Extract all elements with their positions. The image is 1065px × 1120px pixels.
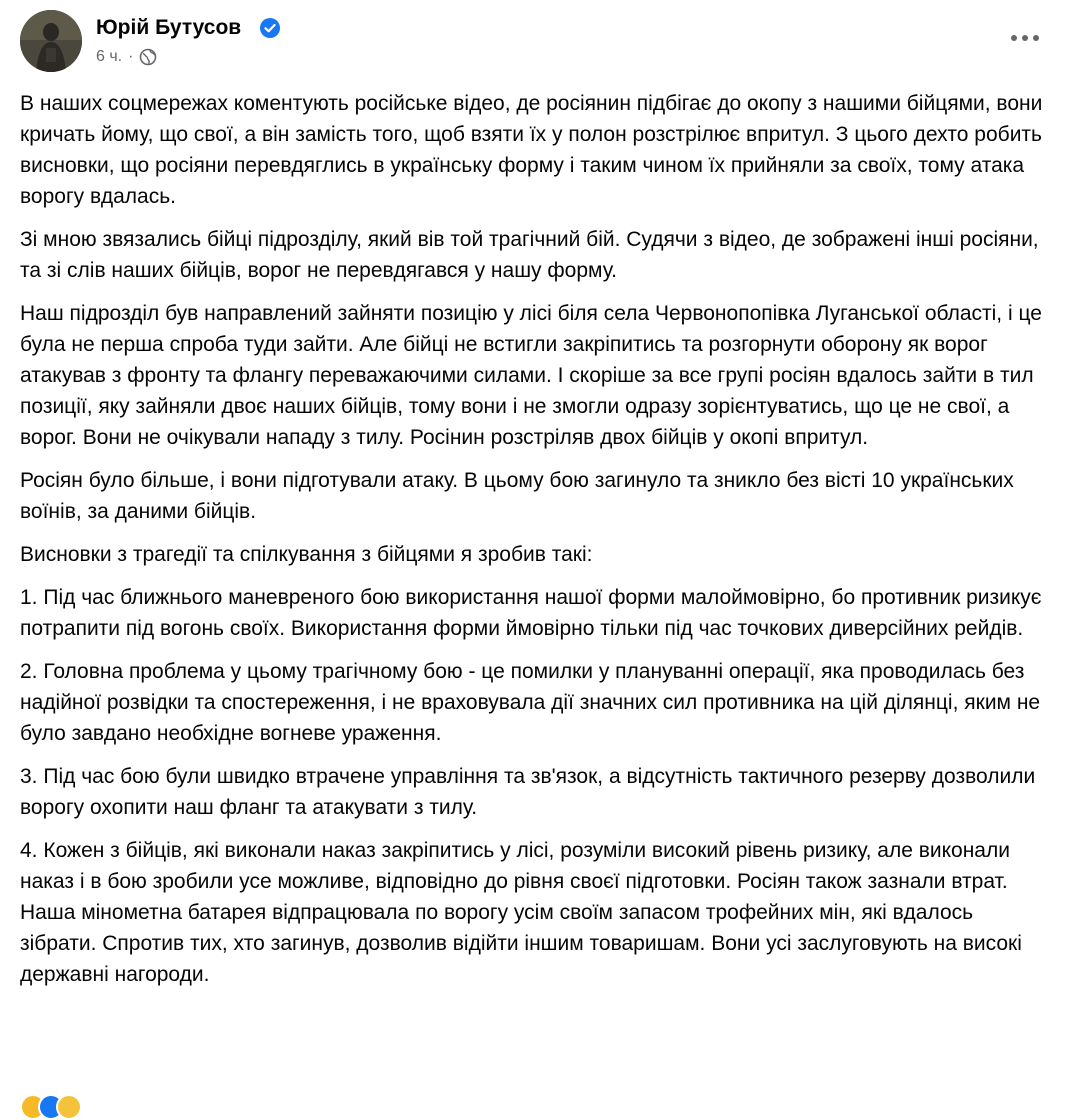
avatar-image <box>20 10 82 72</box>
post-paragraph: Росіян було більше, і вони підготували атаку. В цьому бою загинуло та зникло без вісті 10 українських воїнів, за даними бійців. <box>20 469 1014 523</box>
post-paragraph: В наших соцмережах коментують російське відео, де росіянин підбігає до окопу з нашими бійцями, вони кричать йому, що свої, а він замість того, щоб взяти їх у полон розстрілює впритул. З цього дехто робить висновки, що росіяни перевдяглись в українську форму і таким чином їх прийняли за своїх, тому атака ворогу вдалась. <box>20 92 1043 208</box>
author-avatar[interactable] <box>20 10 82 72</box>
verified-badge-icon <box>260 18 280 38</box>
globe-icon[interactable] <box>139 48 157 66</box>
more-options-icon <box>1011 35 1017 41</box>
post-paragraph: Висновки з трагедії та спілкування з бійцями я зробив такі: <box>20 543 593 566</box>
post-paragraph: 2. Головна проблема у цьому трагічному бою - це помилки у плануванні операції, яка проводилась без надійної розвідки та спостереження, і не враховувала дії значних сил противника на цій ділянці, яким не було завдано необхідне вогневе ураження. <box>20 660 1041 745</box>
more-options-icon-dot-2 <box>1022 35 1028 41</box>
post-paragraph: Зі мною звязались бійці підрозділу, який вів той трагічний бій. Судячи з відео, де зображені інші росіяни, та зі слів наших бійців, ворог не перевдягався у нашу форму. <box>20 228 1039 282</box>
post-meta <box>96 48 157 66</box>
reaction-care-icon <box>56 1094 82 1120</box>
post-header <box>20 10 1045 74</box>
meta-separator: · <box>128 48 134 65</box>
more-options-icon-dot-3 <box>1033 35 1039 41</box>
author-name[interactable]: Юрій Бутусов <box>96 16 242 39</box>
post-time[interactable]: 6 ч. <box>96 48 123 65</box>
post-body <box>20 88 1045 1002</box>
more-options-button[interactable] <box>1005 24 1045 52</box>
post-paragraph: 1. Під час ближнього маневреного бою використання нашої форми малоймовірно, бо противник ризикує потрапити під вогонь своїх. Використання форми ймовірно тільки під час точкових диверсійних рейдів. <box>20 586 1042 640</box>
reactions-row[interactable] <box>20 1094 74 1116</box>
post-paragraph: 3. Під час бою були швидко втрачене управління та зв'язок, а відсутність тактичного резерву дозволили ворогу охопити наш фланг та атакувати з тилу. <box>20 765 1036 819</box>
post-paragraph: 4. Кожен з бійців, які виконали наказ закріпитись у лісі, розуміли високий рівень ризику, але виконали наказ і в бою зробили усе можливе, відповідно до рівня своєї підготовки. Росіян також зазнали втрат. Наша мінометна батарея відпрацювала по ворогу усім своїм запасом трофейних мін, які вдалось зібрати. Спротив тих, хто загинув, дозволив відійти іншим товаришам. Вони усі заслуговують на високі державні нагороди. <box>20 839 1022 986</box>
post-paragraph: Наш підрозділ був направлений зайняти позицію у лісі біля села Червонопопівка Луганської області, і це була не перша спроба туди зайти. Але бійці не встигли закріпитись та розгорнути оборону як ворог атакував з фронту та флангу переважаючими силами. І скоріше за все групі росіян вдалось зайти в тил позиції, яку зайняли двоє наших бійців, тому вони і не змогли одразу зорієнтуватись, що це не свої, а ворог. Вони не очікували нападу з тилу. Росінин розстріляв двох бійців у окопі впритул. <box>20 302 1042 449</box>
